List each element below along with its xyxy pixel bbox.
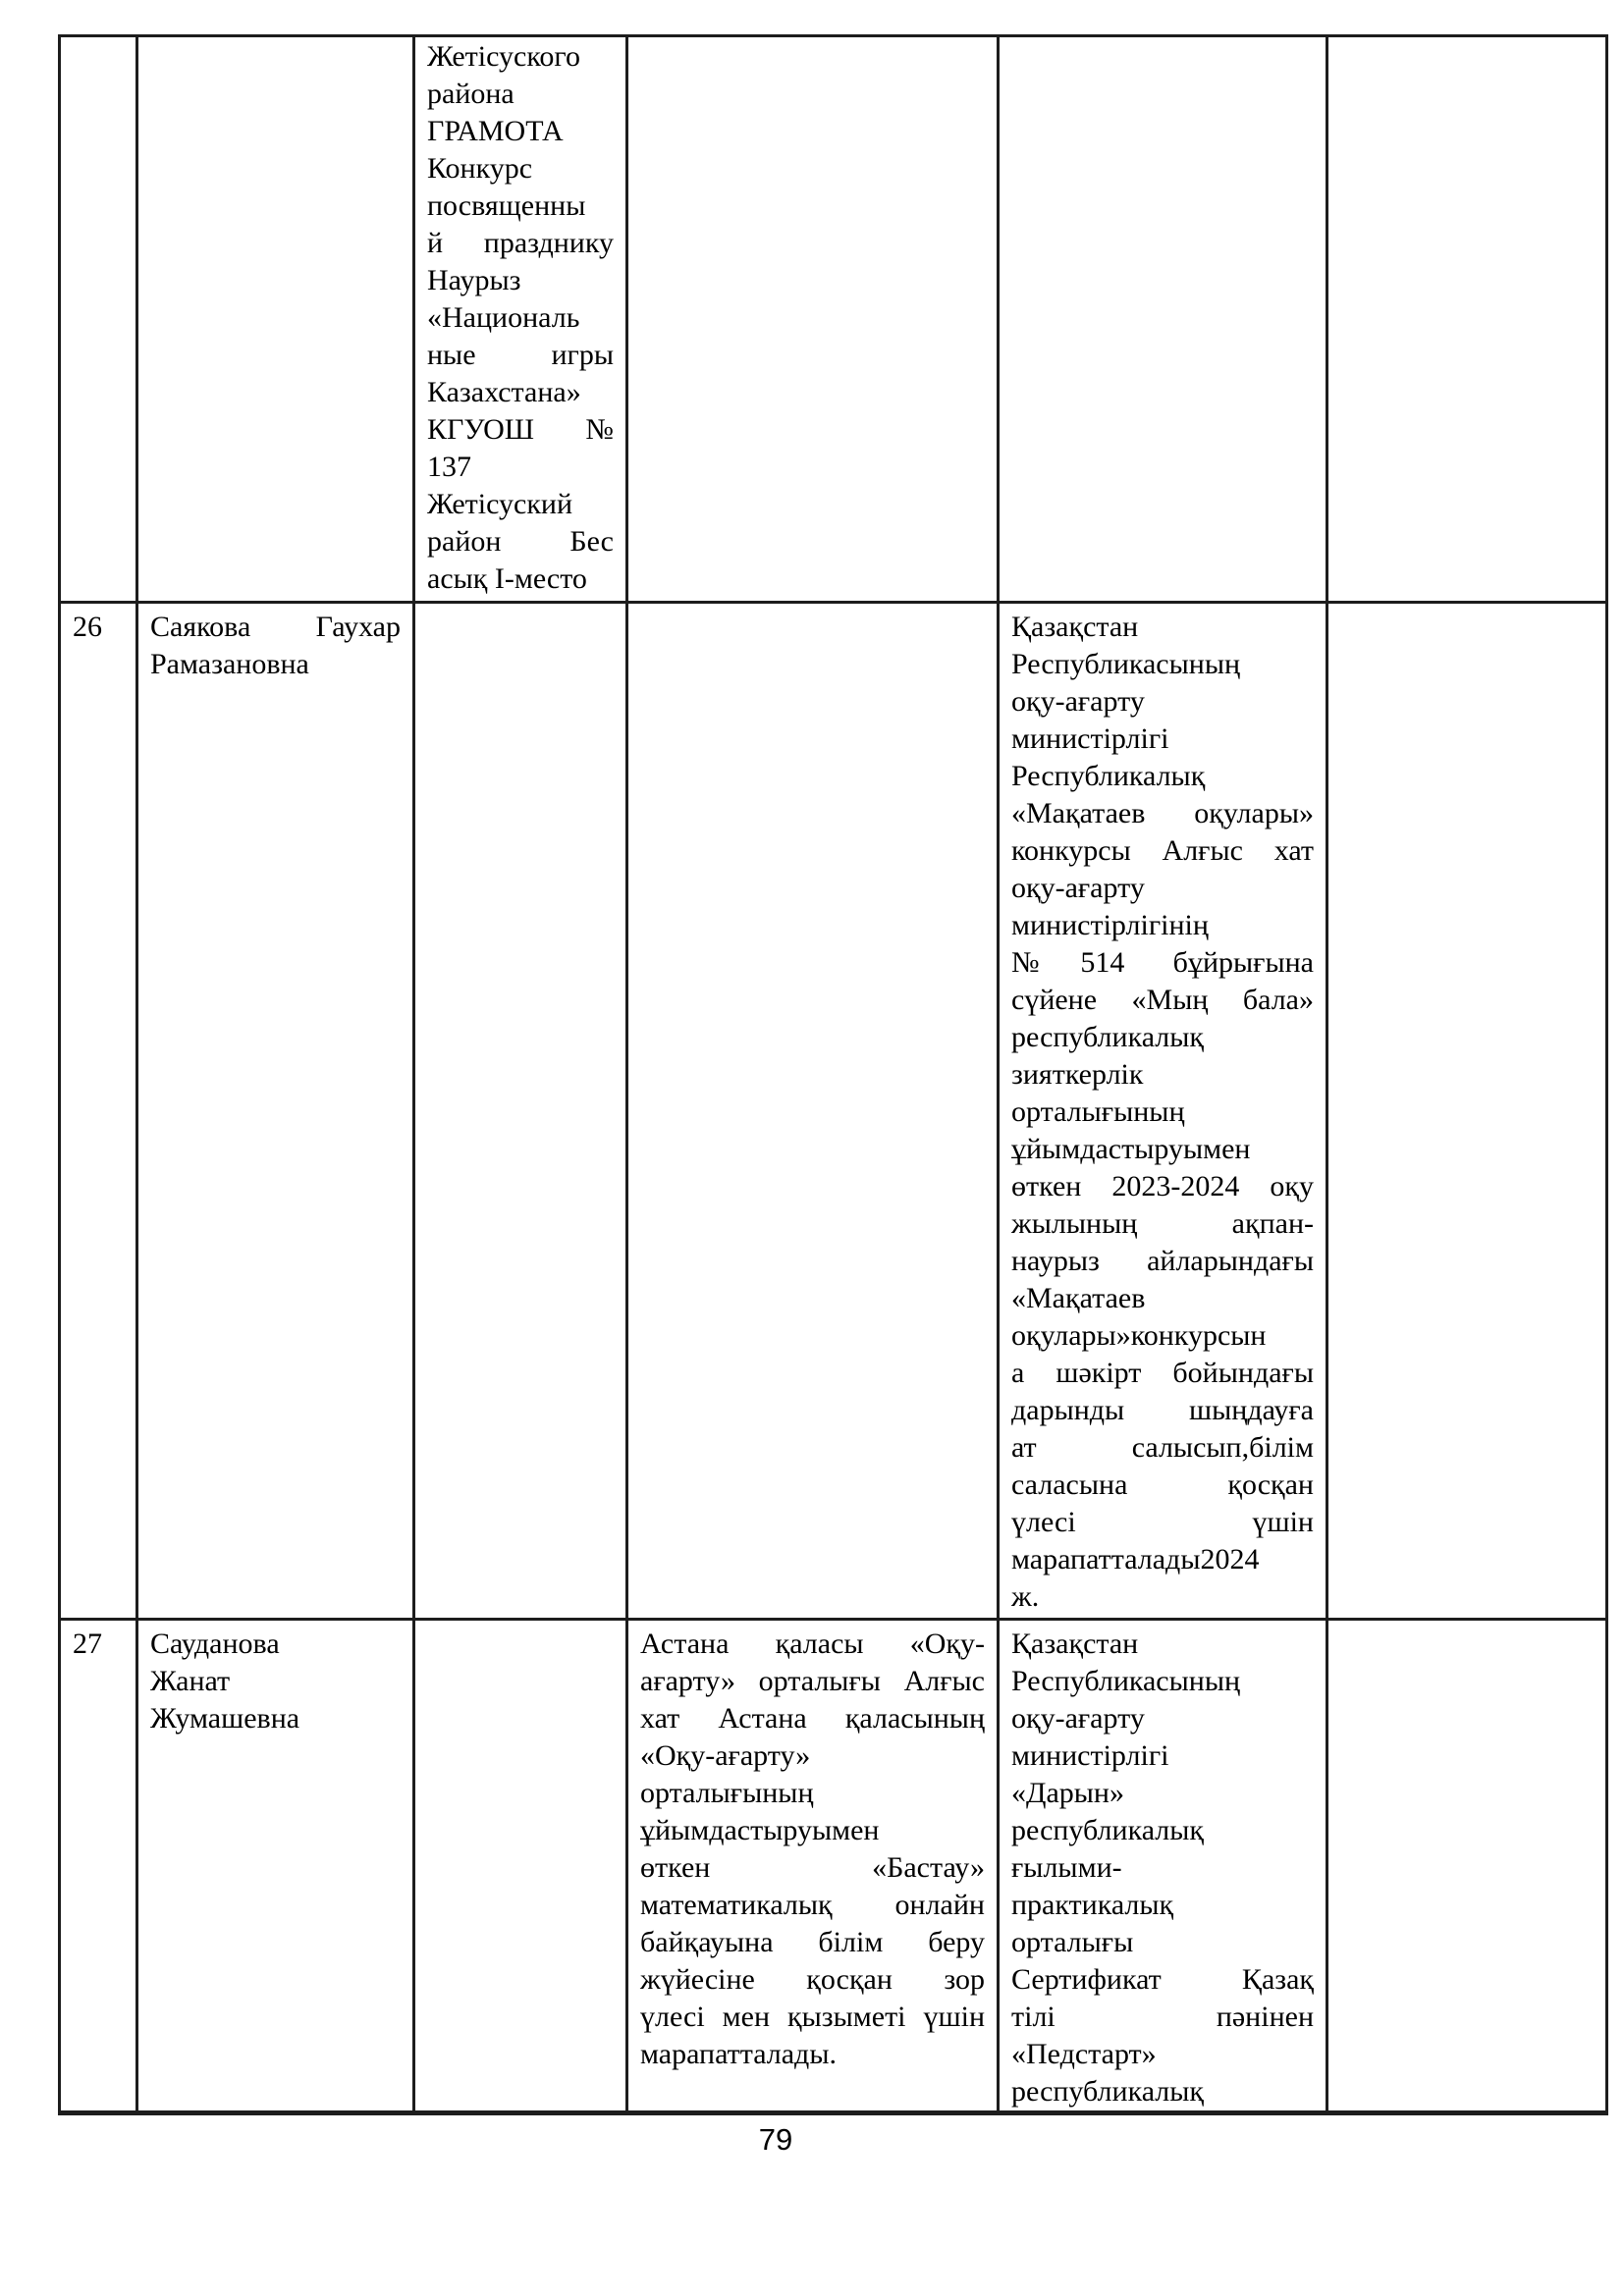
- text-line: Астана қаласы «Оқу-: [640, 1628, 985, 1660]
- text-line: асық І-место: [427, 562, 587, 595]
- cell-award-col5: [999, 603, 1327, 1620]
- cell-teacher-name: [137, 36, 414, 603]
- text-line: Жетісуский: [427, 488, 573, 520]
- text-line: орталығының: [1011, 1095, 1185, 1128]
- text-line: а шәкірт бойындағы: [1011, 1357, 1314, 1389]
- text-line: район Бес: [427, 525, 614, 558]
- text-line: КГУОШ №: [427, 413, 614, 446]
- cell-teacher-name: [137, 603, 414, 1620]
- text-line: 26: [73, 611, 102, 643]
- text-line: үлесі үшін: [1011, 1506, 1314, 1538]
- text-line: Жетісуского: [427, 40, 580, 73]
- text-line: ж.: [1011, 1580, 1040, 1613]
- cell-award-col4: [627, 603, 999, 1620]
- text-line: сүйене «Мың бала»: [1011, 984, 1314, 1016]
- text-line: марапатталады2024: [1011, 1543, 1260, 1575]
- text-line: республикалық: [1011, 1814, 1204, 1846]
- text-line: ГРАМОТА: [427, 115, 564, 147]
- text-line: Республикалық: [1011, 760, 1206, 792]
- text-line: ағарту» орталығы Алғыс: [640, 1665, 985, 1697]
- text-line: «Оқу-ағарту»: [640, 1739, 811, 1772]
- text-line: «Дарын»: [1011, 1777, 1124, 1809]
- text-line: ат салысып,білім: [1011, 1431, 1314, 1464]
- text-line: Рамазановна: [150, 648, 309, 680]
- text-line: №514 бұйрығына: [1011, 946, 1314, 979]
- text-line: конкурсы Алғыс хат: [1011, 834, 1314, 867]
- text-line: жүйесіне қосқан зор: [640, 1963, 985, 1996]
- cell-number: [60, 603, 137, 1620]
- table-row-26: [60, 603, 1607, 1620]
- cell-number: [60, 1620, 137, 2113]
- cell-award-col4: [627, 36, 999, 603]
- cell-teacher-name: [137, 1620, 414, 2113]
- text-line: ұйымдастыруымен: [640, 1814, 880, 1846]
- text-line: жылының ақпан-: [1011, 1207, 1314, 1240]
- text-line: математикалық онлайн: [640, 1889, 985, 1921]
- text-line: ғылыми-: [1011, 1851, 1122, 1884]
- cell-number: [60, 36, 137, 603]
- text-line: Конкурс: [427, 152, 533, 185]
- text-line: Қазақстан: [1011, 611, 1139, 643]
- table-row-27: [60, 1620, 1607, 2113]
- text-line: республикалық: [1011, 2075, 1204, 2108]
- text-line: «Националь: [427, 301, 580, 334]
- text-line: Жанат: [150, 1665, 231, 1697]
- text-line: ные игры: [427, 339, 614, 371]
- cell-award-col5: [999, 36, 1327, 603]
- text-line: ұйымдастыруымен: [1011, 1133, 1251, 1165]
- text-line: орталығы: [1011, 1926, 1134, 1958]
- text-line: наурыз айларындағы: [1011, 1245, 1314, 1277]
- text-line: Қазақстан: [1011, 1628, 1139, 1660]
- text-line: марапатталады.: [640, 2038, 837, 2070]
- cell-empty-col6: [1327, 603, 1607, 1620]
- text-line: «Мақатаев оқулары»: [1011, 797, 1314, 829]
- cell-award-col3: [414, 603, 627, 1620]
- text-line: байқауына білім беру: [640, 1926, 985, 1958]
- text-line: үлесі мен қызыметі үшін: [640, 2001, 985, 2033]
- text-line: Сертификат Қазақ: [1011, 1963, 1314, 1996]
- text-line: дарынды шыңдауға: [1011, 1394, 1314, 1426]
- text-line: Республикасының: [1011, 1665, 1241, 1697]
- text-line: Саякова Гаухар: [150, 611, 401, 643]
- cell-award-col3: [414, 1620, 627, 2113]
- text-line: зияткерлік: [1011, 1058, 1144, 1091]
- text-line: оқулары»конкурсын: [1011, 1319, 1267, 1352]
- text-line: Сауданова: [150, 1628, 280, 1660]
- page-number: 79: [758, 2122, 793, 2157]
- cell-award-col3: [414, 36, 627, 603]
- text-line: хат Астана қаласының: [640, 1702, 985, 1735]
- cell-award-col4: [627, 1620, 999, 2113]
- text-line: министірлігінің: [1011, 909, 1209, 941]
- text-line: Республикасының: [1011, 648, 1241, 680]
- text-line: саласына қосқан: [1011, 1468, 1314, 1501]
- text-line: орталығының: [640, 1777, 814, 1809]
- text-line: «Педстарт»: [1011, 2038, 1157, 2070]
- text-line: өткен «Бастау»: [640, 1851, 985, 1884]
- text-line: «Мақатаев: [1011, 1282, 1146, 1314]
- text-line: оқу-ағарту: [1011, 872, 1145, 904]
- text-line: тілі пәнінен: [1011, 2001, 1314, 2033]
- cell-empty-col6: [1327, 36, 1607, 603]
- text-line: 27: [73, 1628, 102, 1660]
- text-line: района: [427, 78, 514, 110]
- text-line: Наурыз: [427, 264, 521, 296]
- text-line: республикалық: [1011, 1021, 1204, 1053]
- awards-table: [58, 34, 1608, 2115]
- text-line: Жумашевна: [150, 1702, 300, 1735]
- text-line: посвященны: [427, 189, 586, 222]
- text-line: оқу-ағарту: [1011, 685, 1145, 718]
- table-row-continuation: [60, 36, 1607, 603]
- text-line: оқу-ағарту: [1011, 1702, 1145, 1735]
- text-line: өткен 2023-2024 оқу: [1011, 1170, 1314, 1202]
- text-line: Казахстана»: [427, 376, 581, 408]
- text-line: 137: [427, 451, 471, 483]
- cell-empty-col6: [1327, 1620, 1607, 2113]
- cell-award-col5: [999, 1620, 1327, 2113]
- text-line: министірлігі: [1011, 722, 1169, 755]
- text-line: практикалық: [1011, 1889, 1174, 1921]
- text-line: министірлігі: [1011, 1739, 1169, 1772]
- text-line: й празднику: [427, 227, 614, 259]
